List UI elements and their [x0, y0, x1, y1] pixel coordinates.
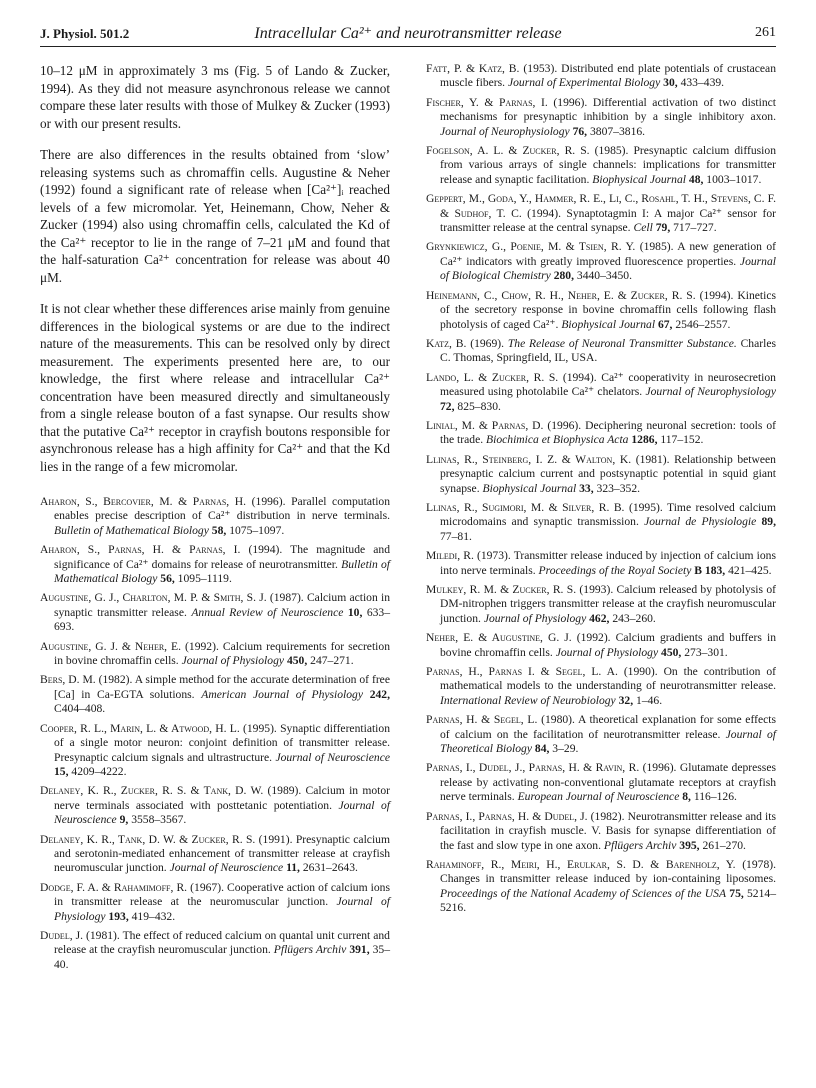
reference-source: Journal of Physiology	[54, 895, 390, 923]
reference-authors: Parnas, H., Parnas I. & Segel, L. A.	[426, 665, 618, 679]
reference-pages: 419–432.	[131, 909, 176, 923]
reference-entry	[426, 453, 776, 496]
reference-title: Calcium in motor nerve terminals associated with posttetanic potentiation.	[54, 784, 391, 812]
reference-source: Biophysical Journal	[592, 172, 686, 186]
reference-year: (1953).	[523, 62, 558, 75]
reference-volume: 79,	[655, 221, 671, 235]
reference-title: Differential activation of two distinct mechanisms for presynaptic inhibition by a single inhibitory axon.	[440, 95, 776, 124]
reference-volume: 32,	[618, 693, 634, 707]
reference-year: (1967).	[190, 880, 224, 894]
reference-entry	[426, 631, 776, 660]
reference-entry	[426, 240, 776, 283]
reference-year: (1985).	[639, 240, 674, 254]
reference-entry	[426, 858, 776, 916]
reference-volume: 15,	[54, 764, 69, 778]
reference-pages: 825–830.	[457, 399, 501, 413]
reference-year: (1996).	[642, 761, 677, 775]
reference-pages: 117–152.	[660, 433, 704, 447]
reference-authors: Aharon, S., Parnas, H. & Parnas, I.	[40, 543, 241, 557]
reference-volume: 56,	[160, 572, 175, 586]
reference-year: (1990).	[623, 665, 658, 679]
reference-year: (1994).	[699, 288, 734, 302]
reference-title: Transmitter release induced by injection of calcium ions into nerve terminals.	[440, 549, 776, 577]
reference-authors: Llinas, R., Sugimori, M. & Silver, R. B.	[426, 500, 625, 514]
reference-authors: Neher, E. & Augustine, G. J.	[426, 631, 572, 645]
reference-authors: Mulkey, R. M. & Zucker, R. S.	[426, 583, 577, 596]
reference-year: (1982).	[590, 809, 625, 823]
reference-title: Parallel computation enables precise description of Ca²⁺ distribution in nerve terminals.	[54, 495, 391, 523]
reference-authors: Cooper, R. L., Marin, L. & Atwood, H. L.	[40, 721, 240, 735]
reference-authors: Rahaminoff, R., Meiri, H., Erulkar, S. D. & Barenholz, Y.	[426, 857, 736, 871]
reference-authors: Dudel, J.	[40, 928, 83, 942]
reference-volume: 9,	[119, 813, 129, 827]
reference-pages: 633–693.	[54, 605, 390, 634]
reference-volume: 462,	[589, 611, 610, 625]
reference-pages: 1075–1097.	[229, 523, 285, 537]
reference-year: (1969).	[470, 336, 505, 350]
reference-year: (1978).	[742, 857, 776, 871]
reference-entry	[426, 549, 776, 578]
reference-year: (1994).	[248, 543, 283, 557]
reference-volume: 75,	[729, 886, 744, 900]
reference-entry	[426, 810, 776, 853]
reference-authors: Katz, B.	[426, 336, 467, 350]
reference-pages: 273–301.	[684, 645, 728, 659]
reference-entry	[426, 665, 776, 708]
reference-pages: 3558–3567.	[131, 813, 187, 827]
reference-source: Biophysical Journal	[482, 481, 577, 495]
reference-pages: 1095–1119.	[177, 572, 232, 586]
reference-title: Glutamate depresses release by activating non-conventional glutamate receptors at crayfish nerve terminals.	[440, 761, 776, 804]
reference-year: (1981).	[85, 928, 120, 942]
reference-authors: Geppert, M., Goda, Y., Hammer, R. E., Li, C., Rosahl, T. H., Stevens, C. F. & Sudhof, T. C.	[426, 192, 776, 220]
reference-title: Calcium requirements for secretion in bovine chromaffin cells.	[54, 639, 390, 668]
reference-source: Pflügers Archiv	[273, 943, 347, 957]
reference-pages: 1–46.	[636, 693, 663, 707]
reference-year: (1996).	[547, 418, 582, 432]
reference-source: Journal of Neuroscience	[54, 798, 391, 827]
reference-title: Deciphering neuronal secretion: tools of the trade.	[440, 418, 776, 447]
reference-pages: 247–271.	[310, 654, 354, 668]
reference-entry	[40, 640, 390, 669]
reference-title: Calcium released by photolysis of DM-nitrophen triggers transmitter release at the crayfish neuromuscular junction.	[440, 583, 776, 625]
reference-source: Proceedings of the National Academy of Sciences of the USA	[440, 886, 727, 900]
reference-authors: Fatt, P. & Katz, B.	[426, 62, 520, 75]
reference-authors: Bers, D. M.	[40, 673, 96, 687]
reference-volume: 1286,	[631, 433, 658, 447]
reference-year: (1989).	[267, 784, 302, 798]
reference-year: (1973).	[476, 549, 511, 563]
reference-source: Proceedings of the Royal Society	[538, 563, 692, 577]
body-paragraph: It is not clear whether these differences arise mainly from genuine differences in the biological systems or are due to the indirect nature of the measurements. This can be resolved only by direct measurement. The experiments presented here are, to our knowledge, the first where release and intracellular Ca²⁺ concentration have been measured directly and simultaneously from a single release bouton of a fast synapse. Our results show that the putative Ca²⁺ receptor in crayfish boutons responsible for asynchronous release has a high affinity for Ca²⁺ and that the Kd lies in the range of a few micromolar.	[40, 301, 390, 474]
reference-title: A new generation of Ca²⁺ indicators with greatly improved fluorescence properties.	[440, 240, 776, 268]
reference-year: (1994).	[562, 370, 597, 384]
reference-entry	[40, 881, 390, 924]
reference-year: (1995).	[628, 500, 663, 514]
reference-year: (1996).	[553, 95, 588, 109]
reference-authors: Fogelson, A. L. & Zucker, R. S.	[426, 144, 590, 158]
reference-volume: 48,	[688, 172, 704, 186]
reference-entry	[40, 833, 390, 876]
reference-title: A theoretical explanation for some effects of calcium on the facilitation of neurotransmitter release.	[440, 713, 776, 741]
reference-source: Bulletin of Mathematical Biology	[54, 523, 209, 537]
reference-title: Neurotransmitter release and its facilitation in crayfish muscle. V. Basis for synapse differentiation of the fast and slow type in one axon.	[440, 809, 777, 852]
reference-title: Relationship between presynaptic calcium current and postsynaptic potential in squid giant synapse.	[440, 452, 776, 495]
reference-pages: 3807–3816.	[589, 124, 646, 138]
reference-entry	[426, 501, 776, 544]
reference-year: (1982).	[98, 673, 133, 687]
reference-year: (1981).	[635, 452, 670, 466]
reference-entry	[40, 495, 390, 538]
reference-title: Distributed end plate potentials of crustacean muscle fibers.	[440, 62, 776, 90]
reference-year: (1992).	[576, 631, 611, 645]
reference-source: Journal of Physiology	[181, 654, 285, 668]
reference-title: The effect of reduced calcium on quantal unit current and release at the crayfish neuromuscular junction.	[54, 928, 390, 957]
reference-authors: Delaney, K. R., Tank, D. W. & Zucker, R. S.	[40, 832, 256, 846]
reference-source: Journal de Physiologie	[644, 515, 757, 529]
reference-title: The magnitude and significance of Ca²⁺ domains for release of neurotransmitter.	[54, 543, 390, 571]
reference-year: (1987).	[269, 591, 304, 605]
reference-source: The Release of Neuronal Transmitter Substance.	[507, 336, 737, 350]
reference-title: A simple method for the accurate determination of free [Ca] in Ca-EGTA solutions.	[54, 673, 390, 701]
reference-pages: 433–439.	[680, 76, 725, 90]
reference-entry	[426, 583, 776, 626]
body-paragraph: There are also differences in the results obtained from ‘slow’ releasing systems such as chromaffin cells. Augustine & Neher (1992) found a significant rate of release when [Ca²⁺]ᵢ reached levels of a few micromolar. Yet, Heinemann, Chow, Neher & Zucker (1994) also using chromaffin cells, calculated the Kd of the Ca²⁺ receptor to lie in the range of 7–21 μM and found that the half-saturation Ca²⁺ concentration for release was about 40 μM.	[40, 147, 390, 285]
reference-title: Presynaptic calcium and serotonin-mediated enhancement of transmitter release at crayfish neuromuscular junction.	[54, 832, 390, 875]
reference-pages: 3–29.	[552, 742, 579, 756]
reference-volume: 450,	[286, 654, 308, 668]
reference-volume: 33,	[579, 481, 594, 495]
reference-volume: 391,	[349, 943, 370, 957]
reference-pages: 243–260.	[612, 611, 656, 625]
reference-entry	[426, 337, 776, 366]
reference-entry	[426, 371, 776, 414]
reference-source: Journal of Biological Chemistry	[440, 254, 776, 283]
reference-volume: B 183,	[694, 563, 726, 577]
reference-pages: 35–40.	[54, 943, 391, 971]
reference-year: (1994).	[527, 206, 561, 220]
reference-authors: Parnas, I., Dudel, J., Parnas, H. & Ravin, R.	[426, 761, 640, 775]
reference-source: Journal of Theoretical Biology	[440, 727, 776, 756]
reference-title: On the contribution of mathematical models to the understanding of neurotransmitter release.	[440, 665, 777, 693]
reference-authors: Linial, M. & Parnas, D.	[426, 418, 544, 432]
reference-source: Annual Review of Neuroscience	[191, 605, 344, 619]
reference-entry	[40, 784, 390, 827]
reference-authors: Parnas, H. & Segel, L.	[426, 713, 538, 727]
reference-entry	[426, 62, 776, 91]
reference-title: Cooperative action of calcium ions in transmitter release at the neuromuscular junction.	[54, 880, 390, 909]
reference-entry	[426, 713, 776, 756]
reference-source: Pflügers Archiv	[603, 838, 677, 852]
reference-volume: 72,	[440, 399, 455, 413]
reference-pages: 2546–2557.	[675, 317, 731, 331]
reference-authors: Dodge, F. A. & Rahamimoff, R.	[40, 880, 188, 894]
reference-authors: Miledi, R.	[426, 549, 474, 563]
reference-authors: Llinas, R., Steinberg, I. Z. & Walton, K.	[426, 452, 632, 466]
reference-title: Presynaptic calcium diffusion from various arrays of single channels: implications for transmitter release and synaptic facilitation.	[440, 144, 776, 186]
running-header	[40, 22, 776, 47]
reference-source: Bulletin of Mathematical Biology	[54, 557, 391, 586]
reference-title: Kinetics of the secretory response in bovine chromaffin cells following flash photolysis of caged Ca²⁺.	[440, 288, 776, 331]
reference-source: Journal of Physiology	[555, 645, 659, 659]
reference-authors: Lando, L. & Zucker, R. S.	[426, 370, 559, 384]
reference-source: Journal of Physiology	[483, 611, 587, 625]
reference-entry	[426, 289, 776, 332]
reference-title: Synaptotagmin I: A major Ca²⁺ sensor for transmitter release at the central synapse.	[440, 206, 776, 235]
right-column	[426, 62, 776, 921]
reference-source: Journal of Neurophysiology	[645, 385, 776, 399]
reference-volume: 10,	[347, 605, 363, 619]
reference-pages: 2631–2643.	[302, 861, 358, 875]
reference-year: (1995).	[243, 721, 277, 735]
reference-year: (1991).	[258, 832, 293, 846]
reference-source: Biophysical Journal	[561, 317, 656, 331]
reference-volume: 242,	[369, 687, 390, 701]
reference-authors: Fischer, Y. & Parnas, I.	[426, 95, 548, 109]
journal-citation: J. Physiol. 501.2	[40, 26, 130, 41]
reference-title: Calcium action in synaptic transmitter release.	[54, 591, 391, 619]
reference-volume: 89,	[761, 515, 776, 529]
reference-source: Journal of Neuroscience	[169, 861, 284, 875]
reference-volume: 395,	[679, 838, 700, 852]
reference-pages: 77–81.	[440, 529, 472, 543]
running-title: Intracellular Ca²⁺ and neurotransmitter release	[254, 25, 562, 42]
reference-year: (1985).	[594, 144, 629, 158]
reference-source: Journal of Neuroscience	[275, 750, 390, 764]
reference-source: Journal of Neurophysiology	[440, 124, 570, 138]
reference-year: (1980).	[541, 713, 575, 727]
reference-authors: Grynkiewicz, G., Poenie, M. & Tsien, R. Y.	[426, 240, 636, 254]
reference-pages: 5214–5216.	[440, 886, 776, 915]
reference-title: Calcium gradients and buffers in bovine chromaffin cells.	[440, 631, 776, 659]
reference-list-right	[426, 62, 776, 916]
reference-title: Synaptic differentiation of a single motor neuron: conjoint definition of transmitter release. Presynaptic calcium signals and ultrastructure.	[54, 721, 391, 764]
reference-source: Cell	[633, 221, 653, 235]
reference-pages: 421–425.	[728, 563, 772, 577]
reference-pages: 1003–1017.	[706, 172, 762, 186]
reference-source: European Journal of Neuroscience	[517, 790, 680, 804]
reference-title: Changes in transmitter release induced by ion-containing liposomes.	[440, 872, 776, 886]
reference-entry	[40, 722, 390, 780]
reference-volume: 76,	[572, 124, 588, 138]
reference-authors: Augustine, G. J. & Neher, E.	[40, 639, 182, 653]
reference-pages: 3440–3450.	[576, 269, 632, 283]
reference-volume: 280,	[553, 269, 574, 283]
reference-year: (1993).	[579, 583, 614, 596]
reference-source: American Journal of Physiology	[201, 687, 363, 701]
reference-year: (1992).	[185, 639, 219, 653]
reference-authors: Augustine, G. J., Charlton, M. P. & Smith, S. J.	[40, 591, 267, 605]
reference-authors: Aharon, S., Bercovier, M. & Parnas, H.	[40, 495, 247, 508]
reference-entry	[426, 192, 776, 235]
reference-volume: 84,	[534, 742, 550, 756]
reference-source: Journal of Experimental Biology	[507, 76, 661, 90]
reference-authors: Heinemann, C., Chow, R. H., Neher, E. & Zucker, R. S.	[426, 288, 696, 302]
reference-year: (1996).	[251, 495, 286, 508]
reference-source: Biochimica et Biophysica Acta	[486, 433, 629, 447]
reference-volume: 67,	[657, 317, 673, 331]
reference-volume: 450,	[661, 645, 682, 659]
reference-entry	[426, 144, 776, 187]
reference-pages: Charles C. Thomas, Springfield, IL, USA.	[440, 336, 776, 365]
reference-pages: 717–727.	[673, 221, 717, 235]
reference-entry	[40, 591, 390, 634]
reference-pages: 4209–4222.	[71, 764, 127, 778]
reference-volume: 30,	[663, 76, 678, 90]
reference-entry	[40, 673, 390, 716]
reference-entry	[426, 761, 776, 804]
reference-volume: 8,	[682, 790, 691, 804]
left-column	[40, 62, 390, 977]
reference-volume: 11,	[286, 861, 300, 875]
reference-entry	[40, 929, 390, 972]
page-number: 261	[755, 25, 776, 40]
reference-title: Ca²⁺ cooperativity in neurosecretion measured using photolabile Ca²⁺ chelators.	[440, 370, 776, 399]
reference-entry	[40, 543, 390, 586]
reference-volume: 58,	[211, 523, 227, 537]
reference-list-left	[40, 495, 390, 972]
reference-entry	[426, 419, 776, 448]
body-paragraph: 10–12 μM in approximately 3 ms (Fig. 5 of Lando & Zucker, 1994). As they did not measure asynchronous release we cannot compare these later results with those of Mulkey & Zucker (1993) or with our present results.	[40, 63, 390, 131]
reference-volume: 193,	[108, 909, 129, 923]
reference-entry	[426, 96, 776, 139]
reference-pages: 323–352.	[596, 481, 641, 495]
reference-pages: 116–126.	[693, 790, 737, 804]
reference-source: International Review of Neurobiology	[440, 693, 616, 707]
reference-authors: Parnas, I., Parnas, H. & Dudel, J.	[426, 809, 588, 823]
reference-pages: 261–270.	[702, 838, 746, 852]
reference-title: Time resolved calcium microdomains and synaptic transmission.	[440, 500, 777, 529]
reference-pages: C404–408.	[54, 702, 106, 716]
reference-authors: Delaney, K. R., Zucker, R. S. & Tank, D. W.	[40, 784, 264, 798]
